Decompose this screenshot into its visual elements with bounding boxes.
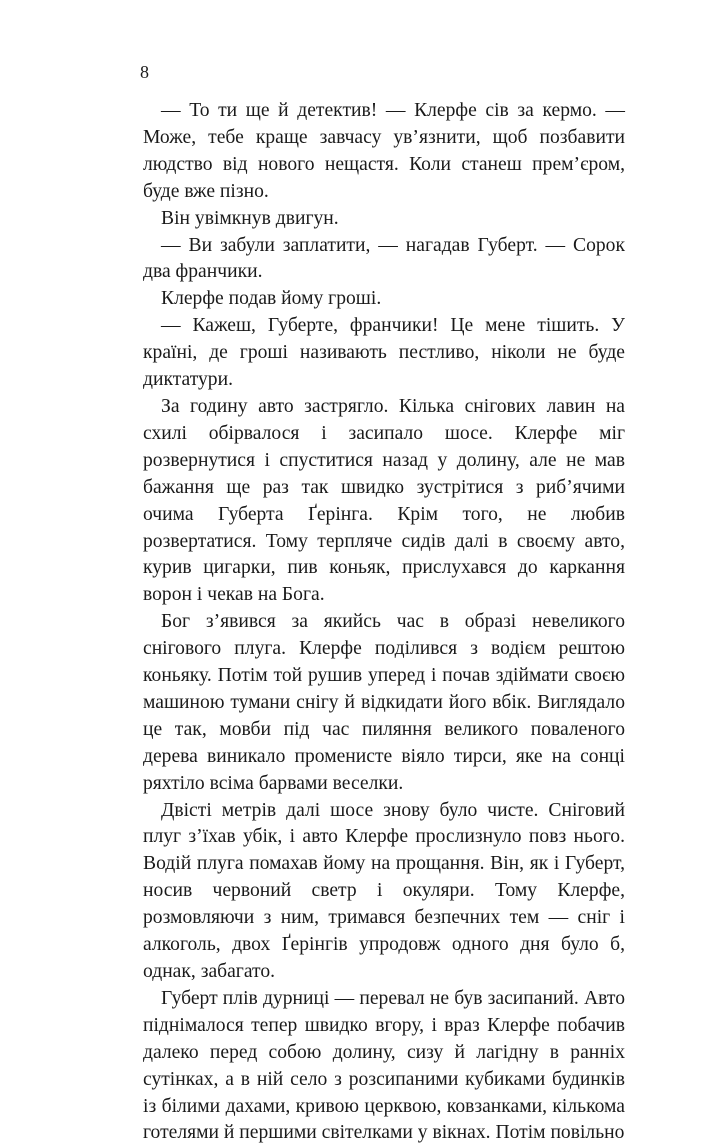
body-text [143,98,625,1147]
paragraph: Губерт плів дурниці — перевал не був засипаний. Авто піднімалося тепер швидко вгору, і враз Клерфе побачив далеко перед собою долину, сизу й лагідну в ранніх сутінках, а в ній село з розсипаними кубиками будинків із білими дахами, кривою церквою, ковзанками, кількома готелями й першими світелками у вікнах. Потім повільно [143,987,625,1144]
paragraph: За годину авто застрягло. Кілька снігових лавин на схилі обірвалося і засипало шосе. Клерфе міг розвернутися і спуститися назад у долину, але не мав бажання ще раз так швидко зустрітися з риб’ячими очима Губерта Ґерінга. Крім того, не любив розвертатися. Тому терпляче сидів далі в своєму авто, курив цигарки, пив коньяк, прислухався до каркання ворон і чекав на Бога. [143,395,625,606]
paragraph: — Кажеш, Губерте, франчики! Це мене тішить. У країні, де гроші називають пестливо, ніколи не буде диктатури. [143,315,625,391]
paragraph: Двісті метрів далі шосе знову було чисте. Сніговий плуг з’їхав убік, і авто Клерфе прослизнуло повз нього. Водій плуга помахав йому на прощання. Він, як і Губерт, носив червоний светр і окуляри. Тому Клерфе, розмовляючи з ним, тримався безпечних тем — сніг і алкоголь, двох Ґерінгів упродовж одного дня було б, однак, забагато. [143,799,625,982]
paragraph: — Ви забули заплатити, — нагадав Губерт. — Сорок два франчики. [143,234,625,283]
paragraph: — То ти ще й детектив! — Клерфе сів за кермо. — Може, тебе краще завчасу ув’язнити, щоб позбавити людство від нового нещастя. Коли станеш прем’єром, буде вже пізно. [143,100,625,202]
paragraph: Бог з’явився за якийсь час в образі невеликого снігового плуга. Клерфе поділився з водієм рештою коньяку. Потім той рушив уперед і почав здіймати своєю машиною тумани снігу й відкидати його вбік. Виглядало це так, мовби під час пиляння великого поваленого дерева виникало променисте віяло тирси, яке на сонці ряхтіло всіма барвами веселки. [143,611,625,794]
paragraph: Клерфе подав йому гроші. [161,288,382,310]
paragraph: Він увімкнув двигун. [161,207,339,229]
page-number: 8 [140,62,149,82]
